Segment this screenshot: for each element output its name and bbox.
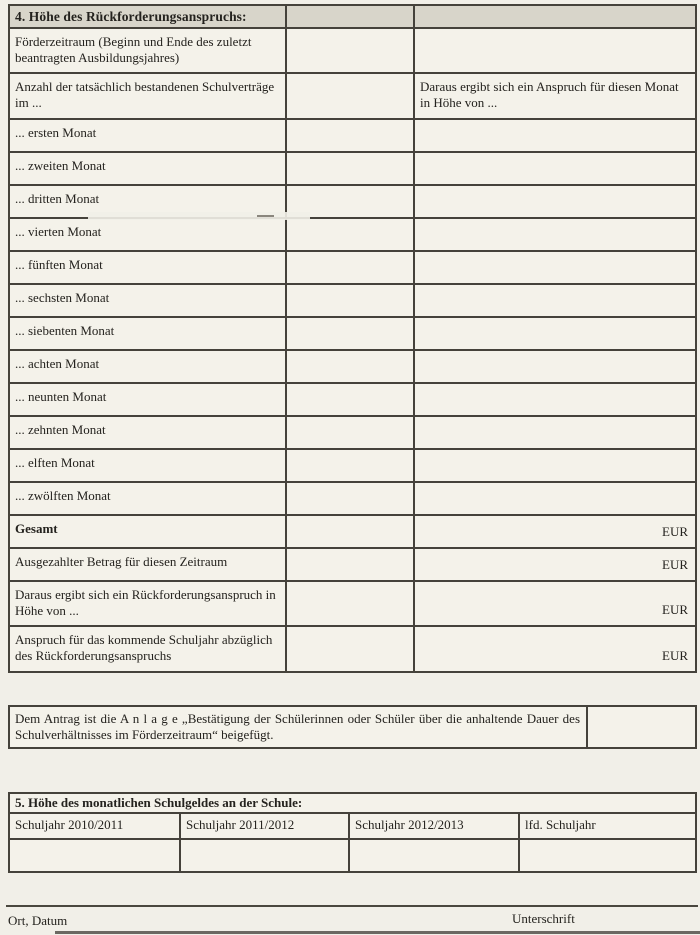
reclaim-label: Daraus ergibt sich ein Rückforderungsanspruch in Höhe von ... <box>10 582 287 625</box>
month-row-12 <box>10 483 695 516</box>
month-row-9 <box>10 384 695 417</box>
amount-cell <box>415 483 695 514</box>
funding-period-label: Förderzeitraum (Beginn und Ende des zuletzt beantragten Ausbildungsjahres) <box>10 29 287 72</box>
month-label: ... sechsten Monat <box>10 285 287 316</box>
amount-cell <box>415 219 695 250</box>
school-year-col-2: Schuljahr 2011/2012 <box>181 814 350 838</box>
contract-count-cell <box>287 74 415 118</box>
monthly-claim-header: Daraus ergibt sich ein Anspruch für diesen Monat in Höhe von ... <box>420 79 679 110</box>
attachment-note-box <box>8 705 697 749</box>
scan-dash-artifact <box>257 215 274 217</box>
total-count-cell <box>287 516 415 547</box>
school-fee-table <box>8 792 697 873</box>
scan-page-edge <box>55 931 700 934</box>
currency-label: EUR <box>662 557 688 573</box>
month-row-7 <box>10 318 695 351</box>
paid-amount-row <box>10 549 695 582</box>
paid-count-cell <box>287 549 415 580</box>
amount-cell <box>415 120 695 151</box>
school-year-col-3: Schuljahr 2012/2013 <box>350 814 520 838</box>
amount-cell <box>415 384 695 415</box>
amount-cell <box>415 285 695 316</box>
currency-label: EUR <box>662 524 688 540</box>
fee-cell-2 <box>181 840 350 871</box>
month-label: ... achten Monat <box>10 351 287 382</box>
section4-title: 4. Höhe des Rückforderungsanspruchs: <box>10 6 287 27</box>
header-empty-cell <box>287 6 415 27</box>
school-year-col-4: lfd. Schuljahr <box>525 817 596 832</box>
amount-cell <box>415 186 695 217</box>
month-row-10 <box>10 417 695 450</box>
amount-cell <box>415 153 695 184</box>
currency-label: EUR <box>662 602 688 618</box>
month-label: ... neunten Monat <box>10 384 287 415</box>
amount-cell <box>415 417 695 448</box>
count-cell <box>287 450 415 481</box>
total-amount-cell <box>415 516 695 547</box>
attachment-checkbox-cell <box>588 707 695 747</box>
reclaim-amount-table <box>8 4 697 673</box>
month-label: ... siebenten Monat <box>10 318 287 349</box>
month-row-4 <box>10 219 695 252</box>
month-row-6 <box>10 285 695 318</box>
count-cell <box>287 252 415 283</box>
contract-count-row <box>10 74 695 120</box>
attachment-note-text: Dem Antrag ist die A n l a g e „Bestätigung der Schülerinnen oder Schüler über die anhaltende Dauer des Schulverhältnisses im Förderzeitraum“ beigefügt. <box>10 707 588 747</box>
month-row-1 <box>10 120 695 153</box>
total-row <box>10 516 695 549</box>
month-row-2 <box>10 153 695 186</box>
place-date-label: Ort, Datum <box>8 913 68 928</box>
month-row-11 <box>10 450 695 483</box>
count-cell <box>287 219 415 250</box>
signature-label: Unterschrift <box>512 911 575 926</box>
count-cell <box>287 351 415 382</box>
paid-amount-cell <box>415 549 695 580</box>
count-cell <box>287 285 415 316</box>
total-label: Gesamt <box>10 516 287 547</box>
count-cell <box>287 417 415 448</box>
next-year-row <box>10 627 695 671</box>
signature-line <box>6 905 698 907</box>
month-label: ... vierten Monat <box>10 219 287 250</box>
count-cell <box>287 483 415 514</box>
school-fee-value-row <box>10 840 695 871</box>
reclaim-count-cell <box>287 582 415 625</box>
scan-smudge-artifact <box>88 212 310 220</box>
fee-cell-3 <box>350 840 520 871</box>
school-year-header-row <box>10 814 695 840</box>
funding-period-row <box>10 29 695 74</box>
amount-cell <box>415 351 695 382</box>
count-cell <box>287 318 415 349</box>
amount-cell <box>415 318 695 349</box>
next-year-label: Anspruch für das kommende Schuljahr abzüglich des Rückforderungsanspruchs <box>10 627 287 671</box>
reclaim-amount-cell <box>415 582 695 625</box>
month-label: ... zweiten Monat <box>10 153 287 184</box>
next-year-amount-cell <box>415 627 695 671</box>
paid-amount-label: Ausgezahlter Betrag für diesen Zeitraum <box>10 549 287 580</box>
month-label: ... ersten Monat <box>10 120 287 151</box>
amount-cell <box>415 252 695 283</box>
section5-title: 5. Höhe des monatlichen Schulgeldes an der Schule: <box>10 794 695 814</box>
header-empty-cell <box>415 6 695 27</box>
month-label: ... fünften Monat <box>10 252 287 283</box>
month-label: ... zehnten Monat <box>10 417 287 448</box>
school-year-col-1: Schuljahr 2010/2011 <box>10 814 181 838</box>
amount-cell <box>415 450 695 481</box>
next-year-count-cell <box>287 627 415 671</box>
count-cell <box>287 153 415 184</box>
month-label: ... zwölften Monat <box>10 483 287 514</box>
month-label: ... elften Monat <box>10 450 287 481</box>
fee-cell-4 <box>520 840 695 871</box>
contract-count-label: Anzahl der tatsächlich bestandenen Schulverträge im ... <box>10 74 287 118</box>
section4-header-row <box>10 6 695 29</box>
month-label: ... dritten Monat <box>10 186 287 217</box>
reclaim-row <box>10 582 695 627</box>
currency-label: EUR <box>662 648 688 664</box>
count-cell <box>287 384 415 415</box>
month-row-5 <box>10 252 695 285</box>
count-cell <box>287 120 415 151</box>
funding-period-value-cell <box>287 29 415 72</box>
funding-period-value-cell-2 <box>415 29 695 72</box>
month-row-8 <box>10 351 695 384</box>
fee-cell-1 <box>10 840 181 871</box>
